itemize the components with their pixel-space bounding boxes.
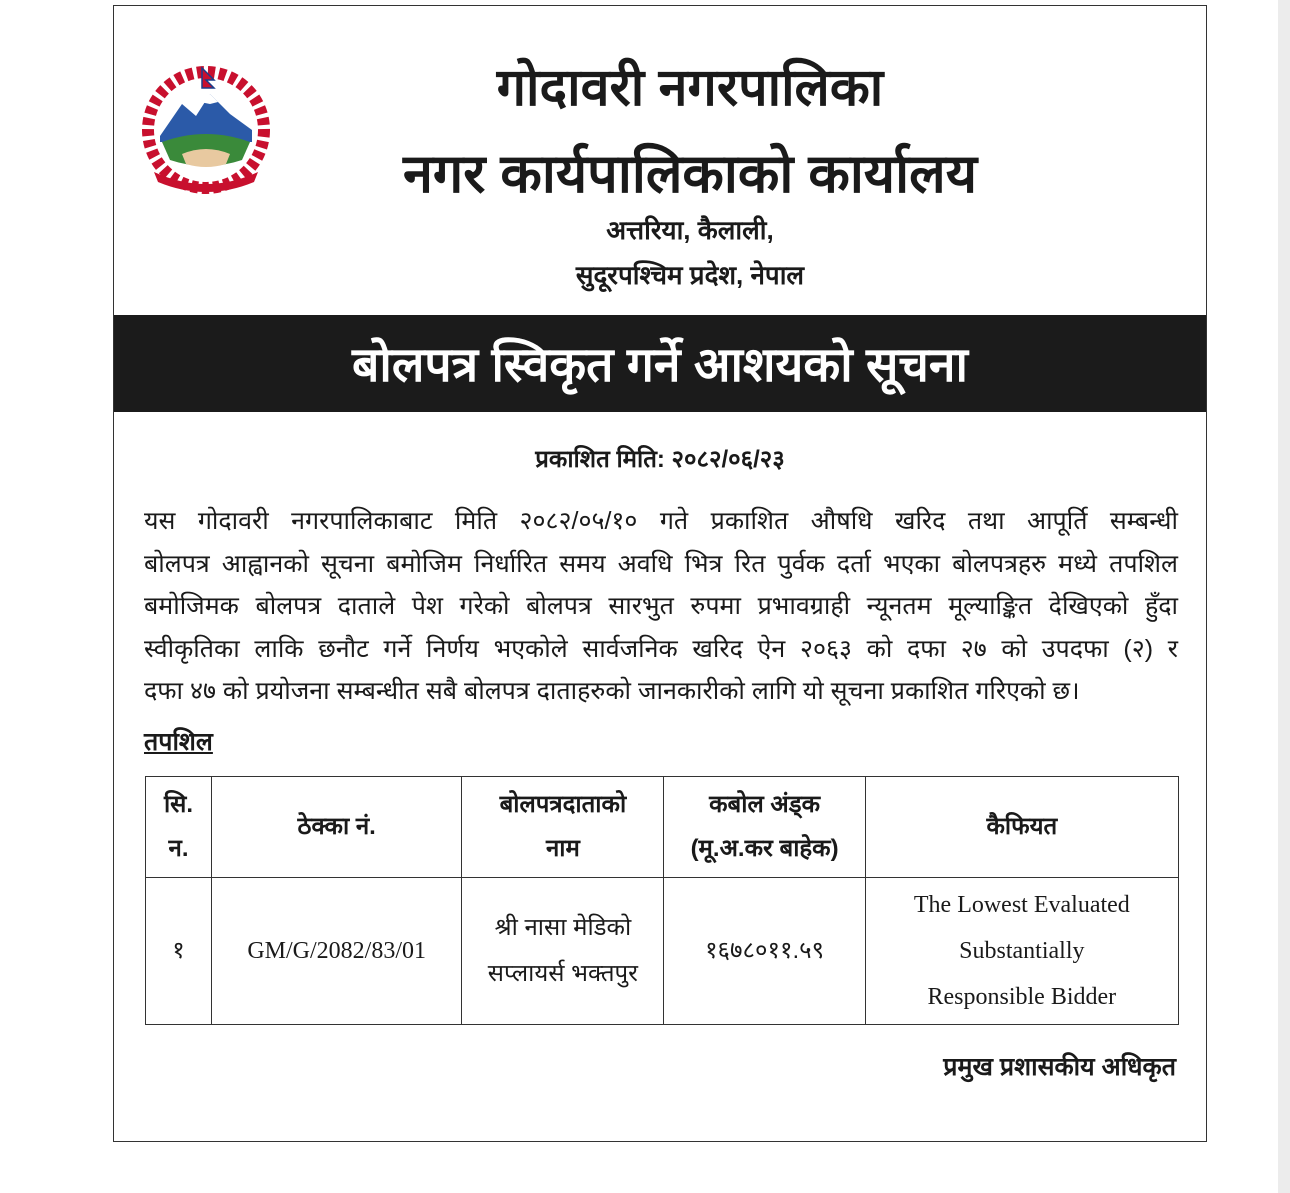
header-text: नाम — [545, 835, 580, 862]
remarks-line: Substantially — [959, 938, 1085, 964]
body-line: बमोजिमक बोलपत्र दाताले पेश गरेको बोलपत्र सारभुत रुपमा प्रभावग्राही न्यूनतम मूल्याङ्कित देखिएको हुँदा — [144, 592, 1178, 620]
header-text: कबोल अंड्क — [709, 791, 821, 818]
header-remarks: कैफियत — [865, 777, 1178, 878]
cell-contract: GM/G/2082/83/01 — [212, 878, 462, 1025]
body-line: स्वीकृतिका लाकि छनौट गर्ने निर्णय भएकोले सार्वजनिक खरिद ऐन २०६३ को दफा २७ को उपदफा (२) र — [144, 634, 1178, 663]
cell-amount: १६७८०११.५९ — [664, 878, 865, 1025]
header-amount — [664, 777, 865, 878]
cell-bidder — [462, 878, 664, 1025]
cell-remarks — [865, 878, 1178, 1025]
remarks-line: The Lowest Evaluated — [913, 892, 1130, 918]
notice-document — [113, 5, 1207, 1142]
table-row — [146, 878, 1179, 1025]
header-contract: ठेक्का नं. — [212, 777, 462, 878]
municipality-name: गोदावरी नगरपालिका — [496, 59, 884, 117]
header-text: बोलपत्रदाताको — [499, 791, 627, 818]
page-edge — [1278, 0, 1290, 1193]
address-line-1: अत्तरिया, कैलाली, — [606, 215, 774, 245]
address-line-2: सुदूरपश्चिम प्रदेश, नेपाल — [575, 260, 805, 290]
body-line: यस गोदावरी नगरपालिकाबाट मिति २०८२/०५/१० गते प्रकाशित औषधि खरिद तथा आपूर्ति सम्बन्धी — [144, 507, 1178, 535]
header-text: सि. — [163, 791, 194, 818]
office-name: नगर कार्यपालिकाको कार्यालय — [402, 144, 978, 204]
remarks-line: Responsible Bidder — [927, 984, 1117, 1010]
bidder-line: श्री नासा मेडिको — [494, 914, 632, 941]
notice-title-banner — [114, 315, 1206, 412]
header-text: (मू.अ.कर बाहेक) — [690, 835, 839, 862]
table-header-row — [146, 777, 1179, 878]
header-sn — [146, 777, 212, 878]
body-line: बोलपत्र आह्वानको सूचना बमोजिम निर्धारित समय अवधि भित्र रित पुर्वक दर्ता भएका बोलपत्रहरु मध्ये तपशिल — [144, 549, 1178, 578]
published-date: प्रकाशित मिति: २०८२/०६/२३ — [535, 446, 785, 473]
schedule-heading: तपशिल — [144, 728, 213, 756]
notice-body — [144, 500, 1178, 713]
notice-title: बोलपत्र स्विकृत गर्ने आशयको सूचना — [351, 339, 968, 392]
header-text: न. — [168, 835, 189, 862]
signatory-title: प्रमुख प्रशासकीय अधिकृत — [943, 1053, 1176, 1081]
cell-sn: १ — [146, 878, 212, 1025]
bidder-line: सप्लायर्स भक्तपुर — [487, 960, 638, 987]
body-line: दफा ४७ को प्रयोजना सम्बन्धीत सबै बोलपत्र दाताहरुको जानकारीको लागि यो सूचना प्रकाशित गरिएको छ। — [144, 677, 1080, 705]
header-bidder — [462, 777, 664, 878]
bid-table — [145, 776, 1179, 1025]
